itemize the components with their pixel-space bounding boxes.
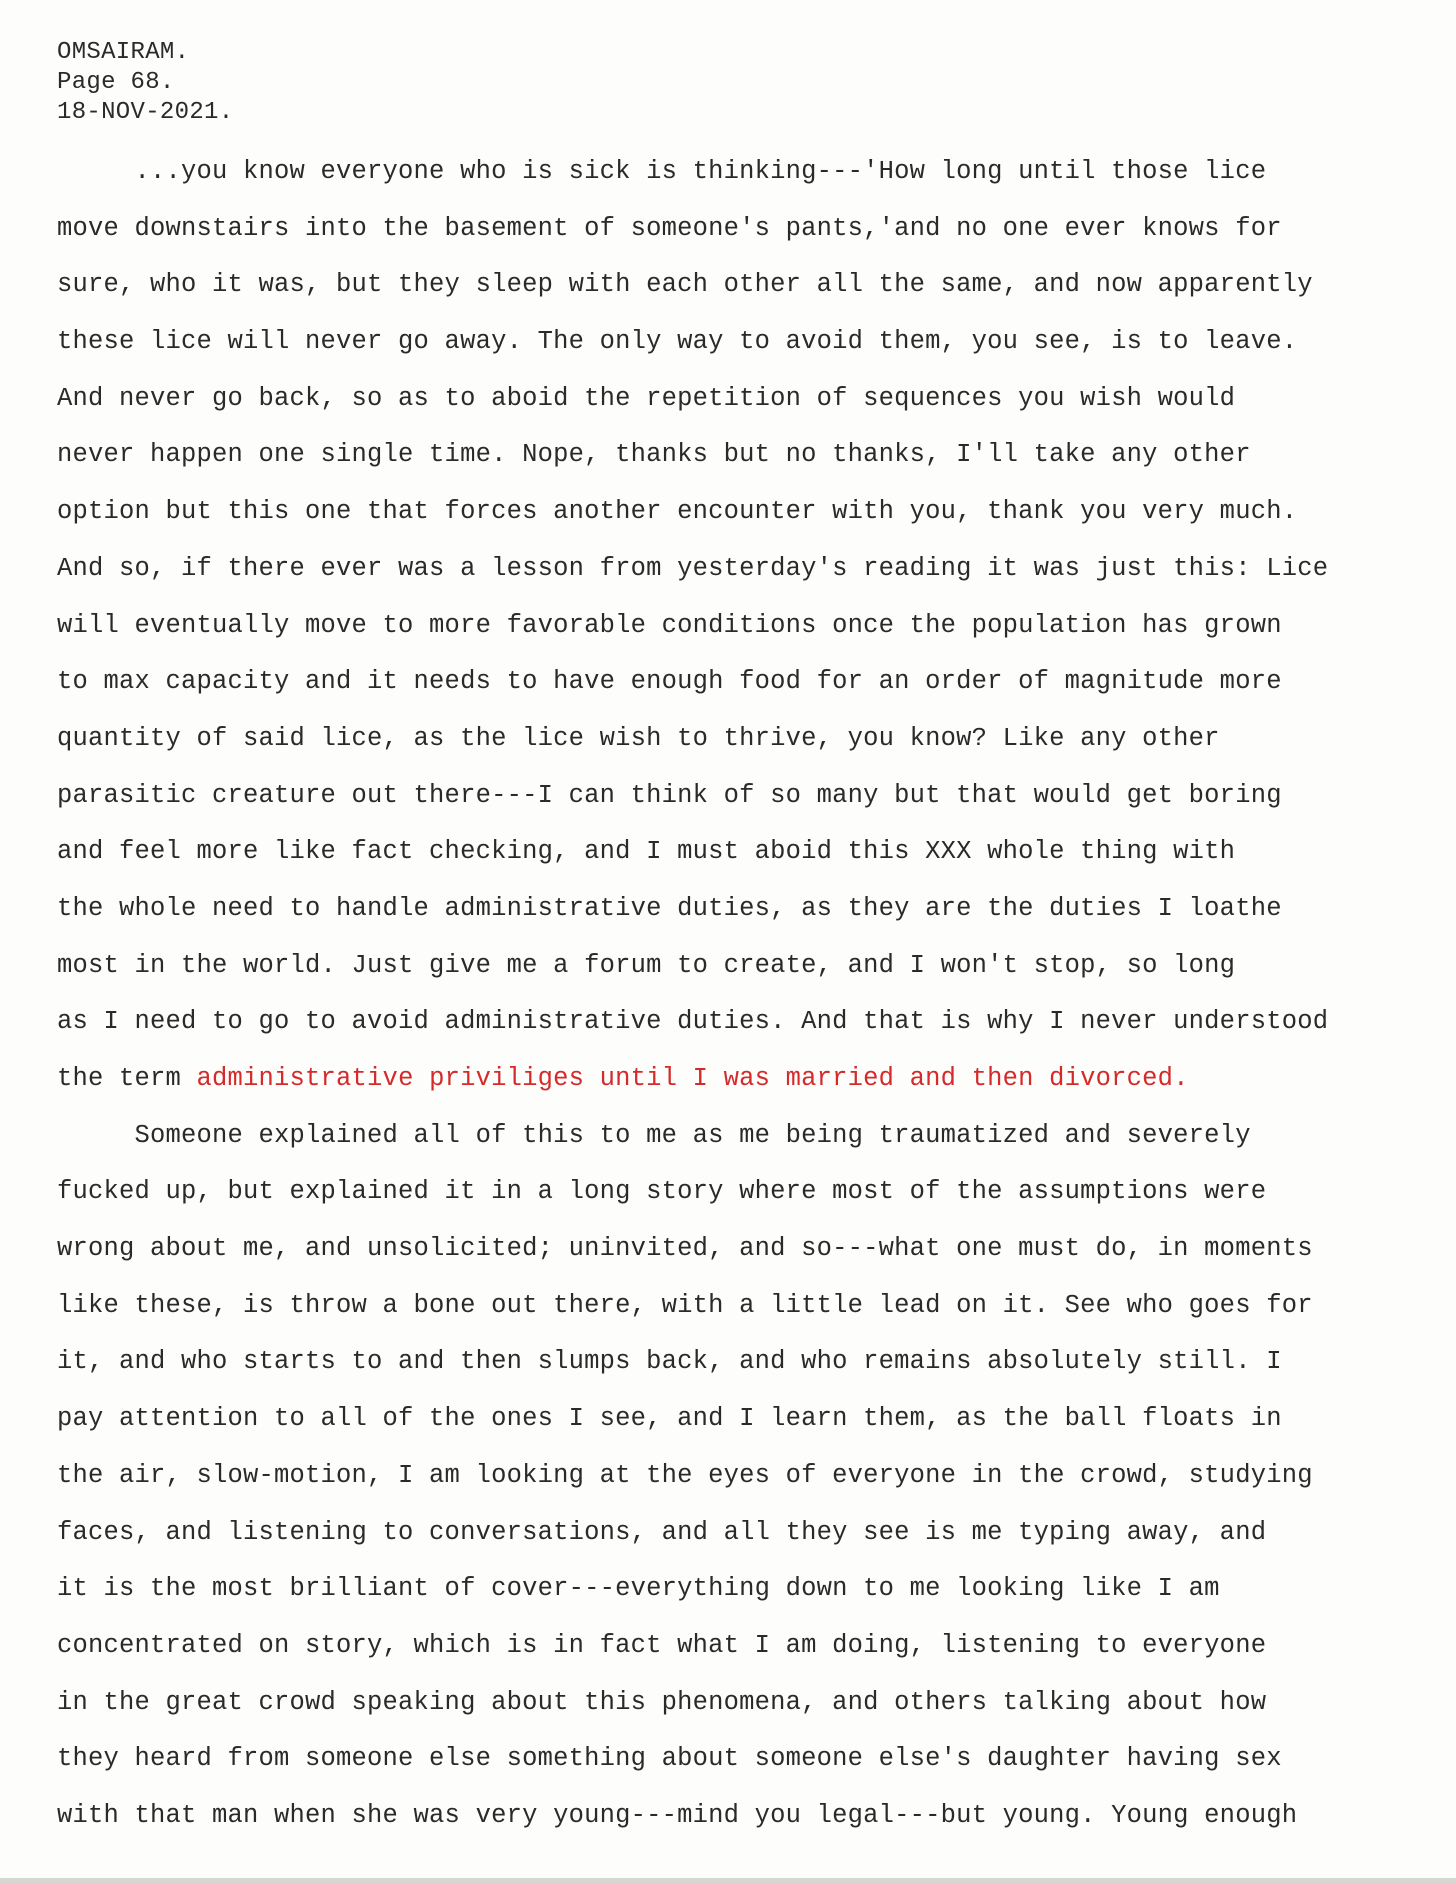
text-line: faces, and listening to conversations, and all they see is me typing away, and xyxy=(57,1517,1267,1547)
text-line: the air, slow-motion, I am looking at the eyes of everyone in the crowd, studying xyxy=(57,1460,1313,1490)
text-segment: the term xyxy=(57,1064,197,1093)
text-line: the whole need to handle administrative duties, as they are the duties I loathe xyxy=(57,893,1282,923)
page-bottom-edge xyxy=(0,1878,1456,1884)
text-line: will eventually move to more favorable conditions once the population has grown xyxy=(57,610,1282,640)
text-line: pay attention to all of the ones I see, and I learn them, as the ball floats in xyxy=(57,1404,1282,1434)
body-text xyxy=(57,154,1456,1855)
text-line: it, and who starts to and then slumps back, and who remains absolutely still. I xyxy=(57,1347,1282,1377)
text-line: quantity of said lice, as the lice wish to thrive, you know? Like any other xyxy=(57,723,1220,753)
page-header xyxy=(57,38,233,128)
text-line: they heard from someone else something about someone else's daughter having sex xyxy=(57,1744,1282,1774)
text-line: as I need to go to avoid administrative duties. And that is why I never understood xyxy=(57,1007,1329,1037)
text-line: And so, if there ever was a lesson from yesterday's reading it was just this: Lice xyxy=(57,553,1329,583)
text-line: sure, who it was, but they sleep with each other all the same, and now apparently xyxy=(57,270,1313,300)
text-line: in the great crowd speaking about this phenomena, and others talking about how xyxy=(57,1687,1267,1717)
text-line: ...you know everyone who is sick is thinking---'How long until those lice xyxy=(57,157,1267,186)
red-typed-text: administrative priviliges until I was married and then divorced. xyxy=(196,1064,1189,1093)
text-line: Someone explained all of this to me as me being traumatized and severely xyxy=(57,1120,1251,1150)
text-line: move downstairs into the basement of someone's pants,'and no one ever knows for xyxy=(57,213,1282,243)
text-line: And never go back, so as to aboid the repetition of sequences you wish would xyxy=(57,383,1236,413)
header-page-number: Page 68. xyxy=(57,69,175,96)
text-line: with that man when she was very young---mind you legal---but young. Young enough xyxy=(57,1800,1298,1830)
text-line: most in the world. Just give me a forum to create, and I won't stop, so long xyxy=(57,950,1236,980)
text-line-with-highlight xyxy=(57,1061,1456,1118)
text-line: fucked up, but explained it in a long story where most of the assumptions were xyxy=(57,1177,1267,1207)
text-line: option but this one that forces another encounter with you, thank you very much. xyxy=(57,497,1298,527)
text-line: parasitic creature out there---I can think of so many but that would get boring xyxy=(57,780,1282,810)
text-line: concentrated on story, which is in fact what I am doing, listening to everyone xyxy=(57,1630,1267,1660)
text-line: to max capacity and it needs to have enough food for an order of magnitude more xyxy=(57,667,1282,697)
text-line: never happen one single time. Nope, thanks but no thanks, I'll take any other xyxy=(57,440,1251,470)
text-line: and feel more like fact checking, and I must aboid this XXX whole thing with xyxy=(57,837,1236,867)
text-line: it is the most brilliant of cover---everything down to me looking like I am xyxy=(57,1574,1220,1604)
header-date: 18-NOV-2021. xyxy=(57,99,234,126)
text-line: like these, is throw a bone out there, with a little lead on it. See who goes for xyxy=(57,1290,1313,1320)
text-line: these lice will never go away. The only way to avoid them, you see, is to leave. xyxy=(57,327,1298,357)
text-line: wrong about me, and unsolicited; uninvited, and so---what one must do, in moments xyxy=(57,1234,1313,1264)
header-title: OMSAIRAM. xyxy=(57,39,190,66)
